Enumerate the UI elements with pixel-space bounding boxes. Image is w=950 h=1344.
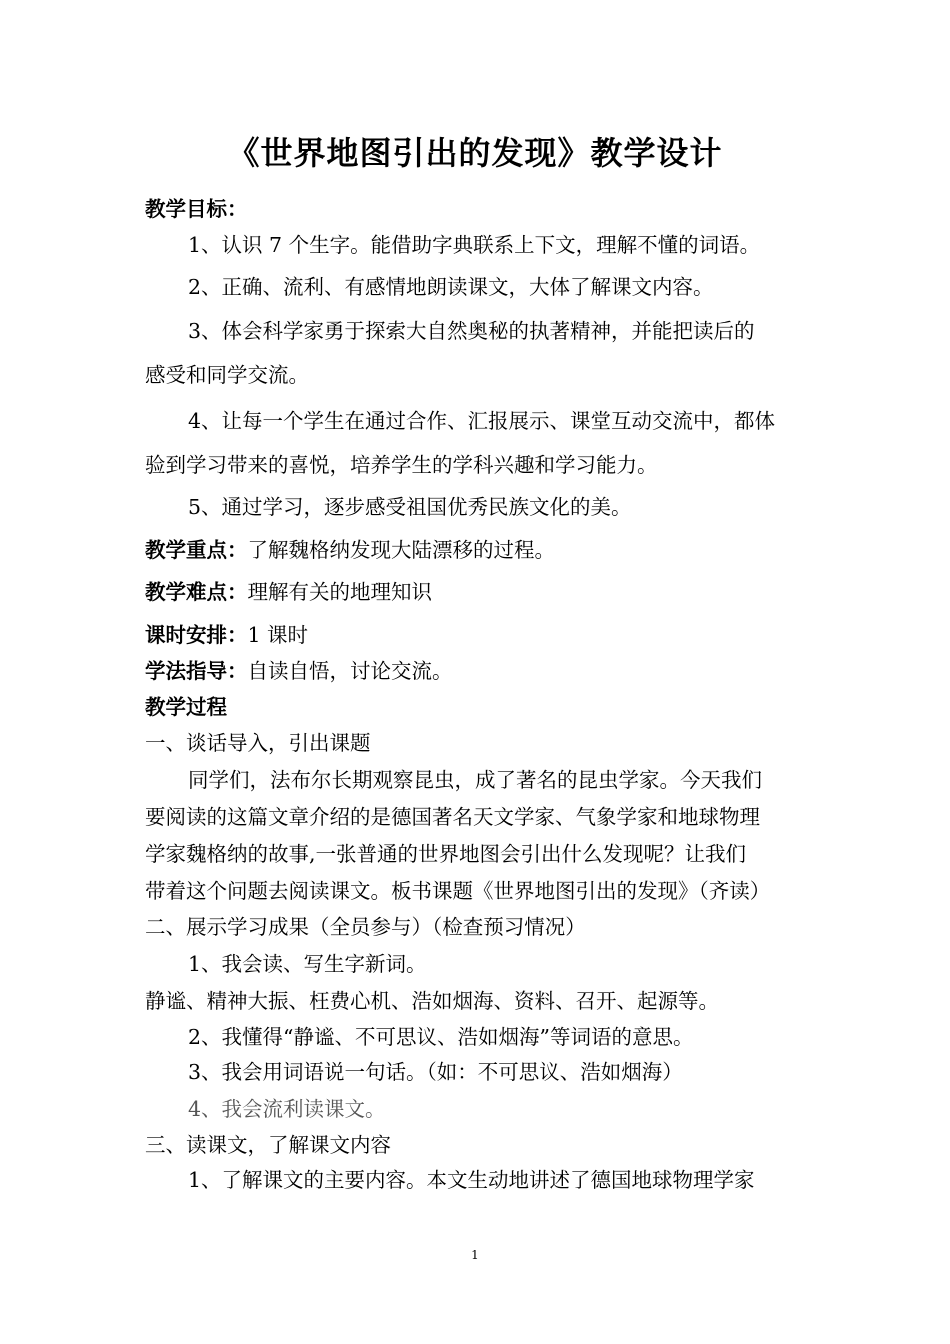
objective-3-cont: 感受和同学交流。 <box>145 363 309 387</box>
difficulty-label: 教学难点： <box>145 580 248 604</box>
section-2-item-1: 1、我会读、写生字新词。 <box>188 952 427 976</box>
section-1-line-1: 同学们，法布尔长期观察昆虫，成了著名的昆虫学家。今天我们 <box>188 768 762 792</box>
schedule <box>145 618 810 648</box>
method-text: 自读自悟，讨论交流。 <box>247 659 453 683</box>
section-1-line-2: 要阅读的这篇文章介绍的是德国著名天文学家、气象学家和地球物理 <box>145 805 760 829</box>
section-2-item-2: 2、我懂得“静谧、不可思议、浩如烟海”等词语的意思。 <box>188 1025 694 1049</box>
key-point-text: 了解魏格纳发现大陆漂移的过程。 <box>247 538 555 562</box>
objective-5: 5、通过学习，逐步感受祖国优秀民族文化的美。 <box>188 495 632 519</box>
page-number: 1 <box>471 1248 479 1262</box>
process-heading <box>145 690 810 720</box>
objectives-label <box>145 192 810 222</box>
section-3-heading: 三、读课文，了解课文内容 <box>145 1133 391 1157</box>
objective-2: 2、正确、流利、有感情地朗读课文，大体了解课文内容。 <box>188 275 714 299</box>
method <box>145 654 810 684</box>
section-2-item-4: 4、我会流利读课文。 <box>188 1097 386 1121</box>
difficulty <box>145 575 810 605</box>
section-1-line-4: 带着这个问题去阅读课文。板书课题《世界地图引出的发现》（齐读） <box>145 879 771 903</box>
difficulty-text: 理解有关的地理知识 <box>247 580 432 604</box>
method-label: 学法指导： <box>145 659 248 683</box>
objective-1: 1、认识 7 个生字。能借助字典联系上下文，理解不懂的词语。 <box>188 233 761 257</box>
schedule-label: 课时安排： <box>145 623 248 647</box>
section-1-line-3: 学家魏格纳的故事,一张普通的世界地图会引出什么发现呢？让我们 <box>145 842 747 866</box>
key-point <box>145 533 810 563</box>
objectives-heading: 教学目标： <box>145 197 248 221</box>
section-2-item-3: 3、我会用词语说一句话。（如：不可思议、浩如烟海） <box>188 1060 683 1084</box>
key-point-label: 教学重点： <box>145 538 248 562</box>
section-2-words: 静谧、精神大振、枉费心机、浩如烟海、资料、召开、起源等。 <box>145 989 719 1013</box>
objective-4-cont: 验到学习带来的喜悦，培养学生的学科兴趣和学习能力。 <box>145 453 658 477</box>
section-3-item-1: 1、了解课文的主要内容。本文生动地讲述了德国地球物理学家 <box>188 1168 755 1192</box>
section-1-heading: 一、谈话导入，引出课题 <box>145 731 371 755</box>
section-2-heading: 二、展示学习成果（全员参与）（检查预习情况） <box>145 915 586 939</box>
process-label: 教学过程 <box>145 695 227 719</box>
objective-4: 4、让每一个学生在通过合作、汇报展示、课堂互动交流中，都体 <box>188 409 776 433</box>
objective-3: 3、体会科学家勇于探索大自然奥秘的执著精神，并能把读后的 <box>188 319 755 343</box>
document-title: 《世界地图引出的发现》教学设计 <box>227 134 723 172</box>
schedule-text: 1 课时 <box>247 623 309 647</box>
